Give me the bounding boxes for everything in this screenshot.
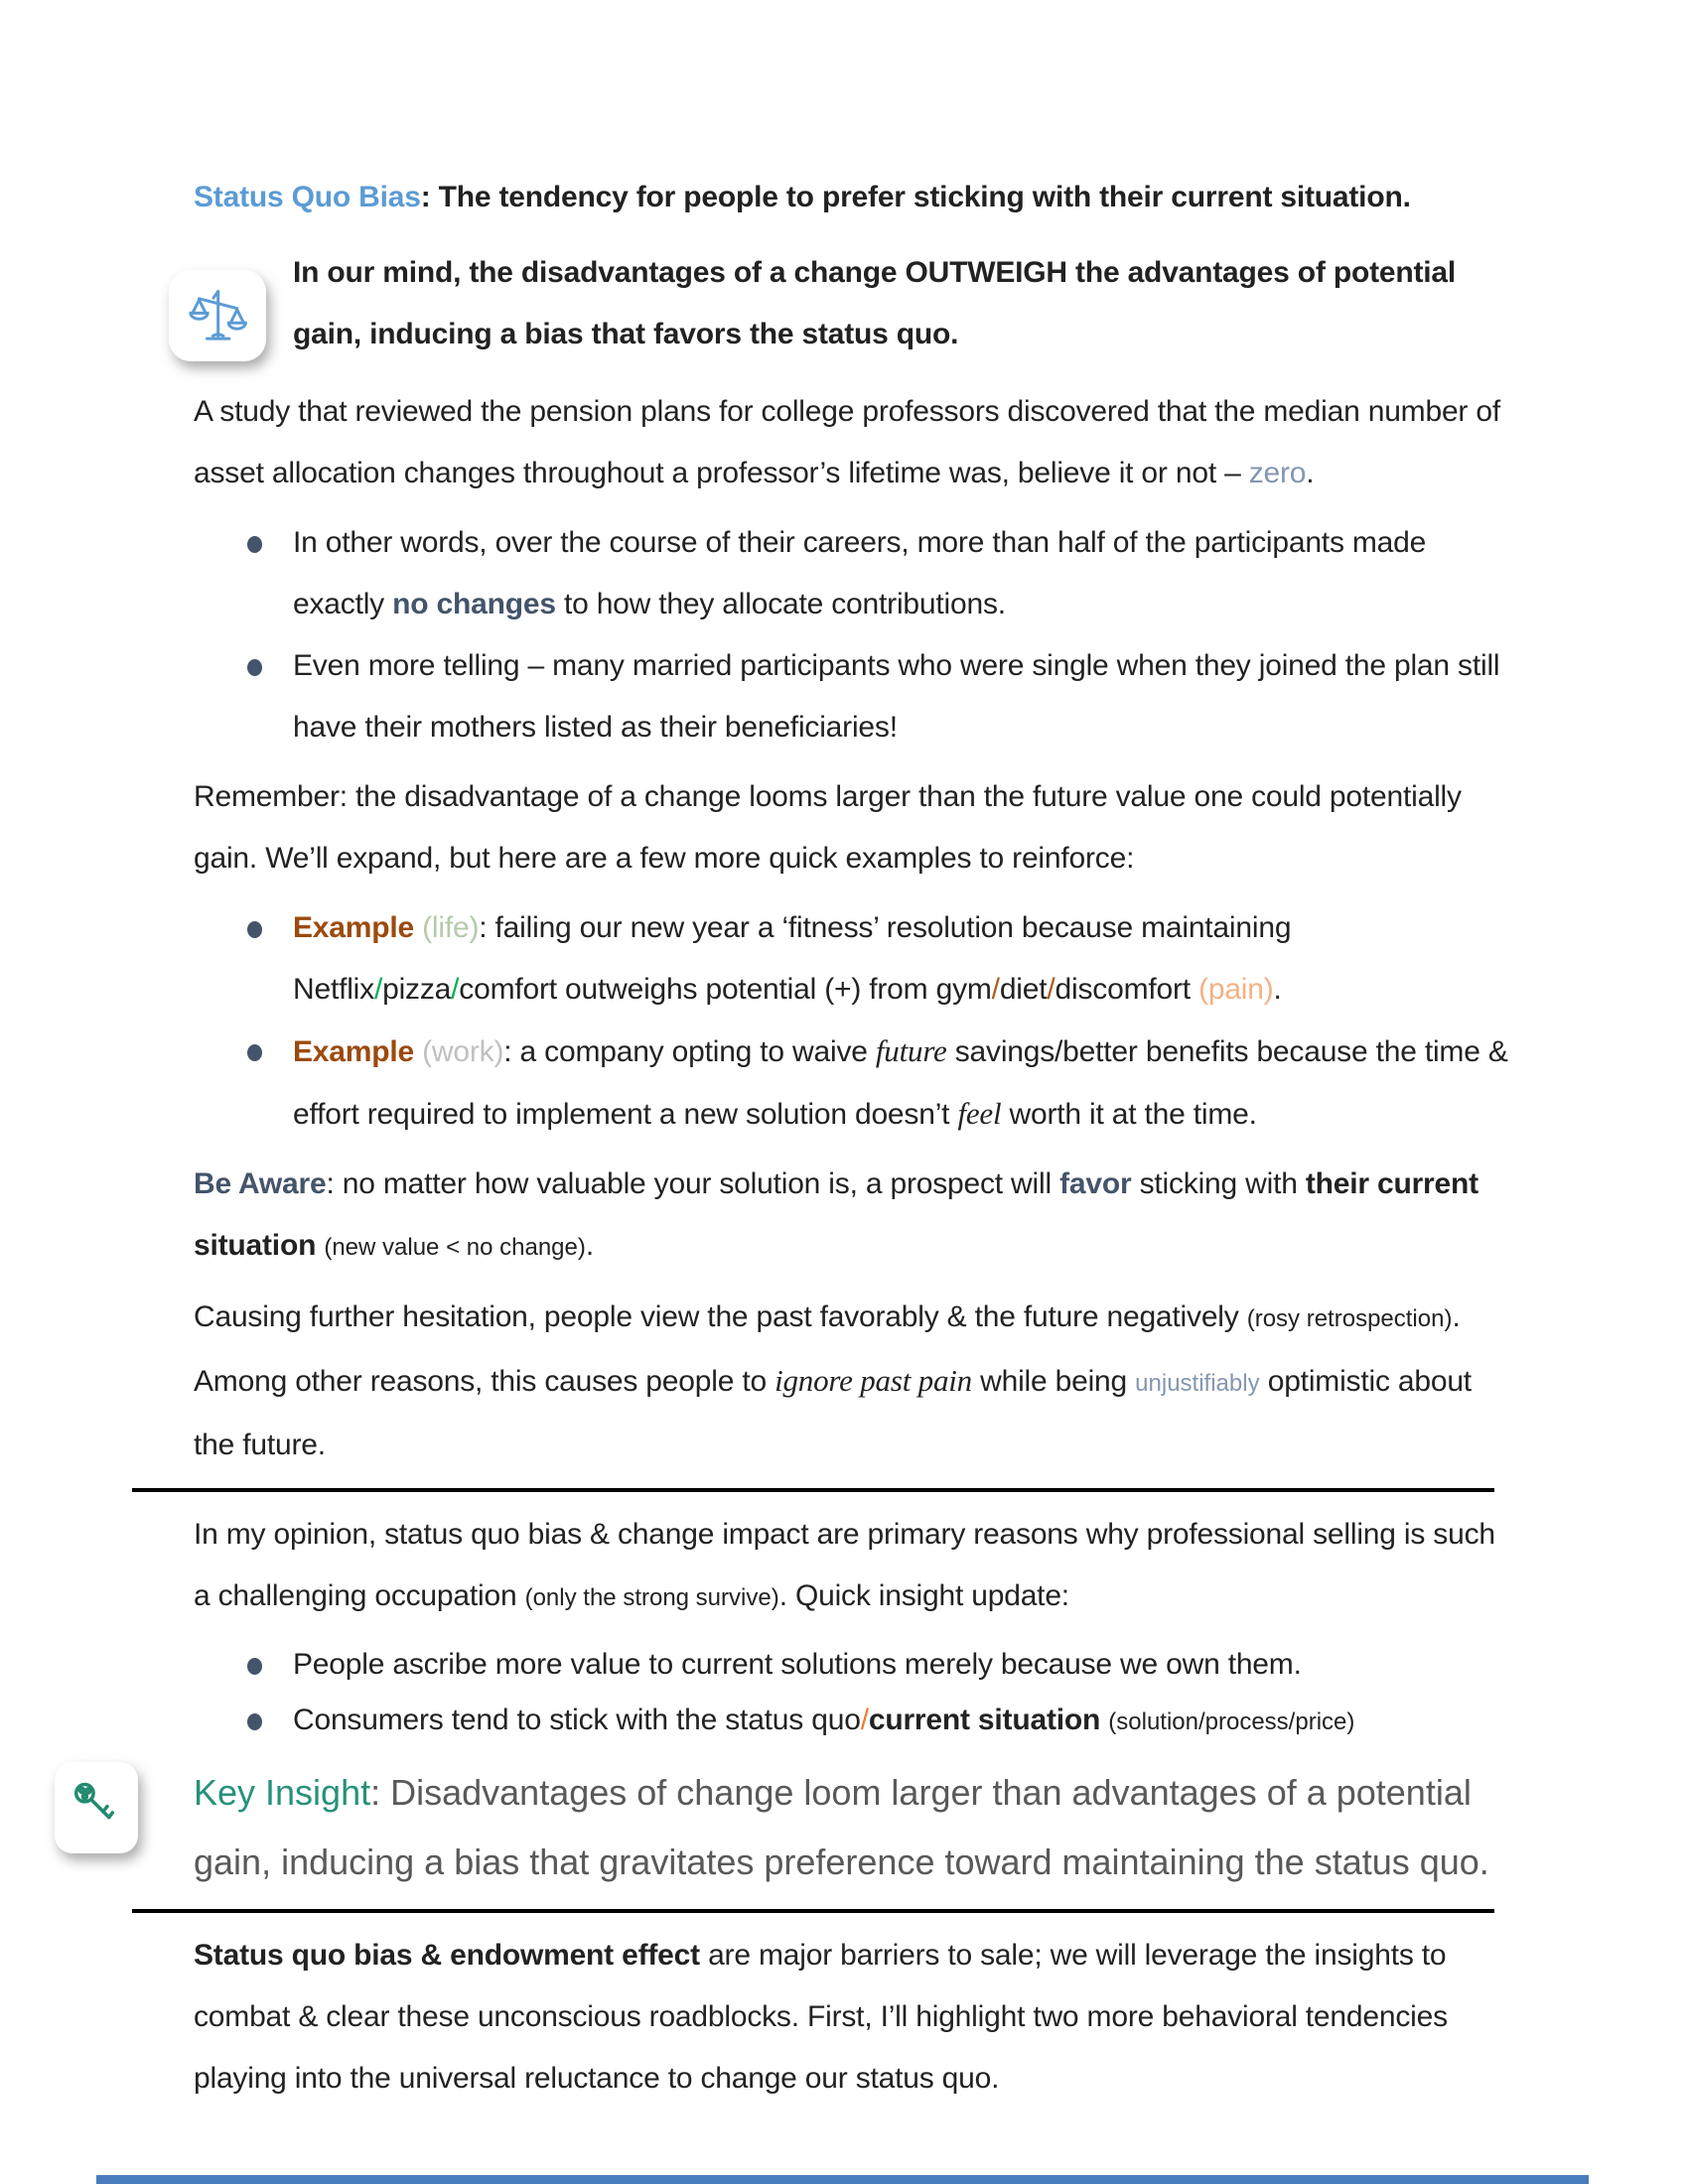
paragraph-text: . Quick insight update: — [778, 1579, 1069, 1612]
parenthetical-note: (only the strong survive) — [524, 1584, 779, 1611]
mind-note-row — [194, 242, 1514, 365]
list-item — [293, 1693, 1514, 1750]
spacer — [414, 1035, 422, 1068]
opinion-paragraph — [194, 1504, 1514, 1629]
zero-highlight: zero — [1248, 457, 1307, 489]
bullet-text: People ascribe more value to current solutions merely because we own them. — [293, 1648, 1302, 1681]
list-item — [293, 1021, 1514, 1146]
bullet-text: In other words, over the course of their careers, more than half of the participants made exactly — [293, 526, 1427, 620]
balance-scale-icon — [185, 281, 250, 351]
mind-note-text: In our mind, the disadvantages of a change OUTWEIGH the advantages of potential gain, inducing a bias that favors the status quo. — [293, 256, 1457, 350]
paragraph-text: : no matter how valuable your solution is, a prospect will — [326, 1167, 1060, 1200]
bullet-text: . — [1273, 973, 1282, 1006]
section-divider — [132, 1909, 1494, 1913]
paragraph-text: are major barriers to sale; we will leverage the insights to combat & clear these unconscious roadblocks. First, I’ll highlight two more behavioral tendencies playing into the universal reluctance to change our status quo. — [194, 1939, 1448, 2095]
pain-tag: (pain) — [1198, 973, 1274, 1006]
causing-paragraph — [194, 1287, 1514, 1476]
list-item — [293, 897, 1514, 1021]
bullet-text: discomfort — [1055, 973, 1199, 1006]
slash-accent: / — [1047, 973, 1055, 1006]
paragraph-text: Causing further hesitation, people view the past favorably & the future negatively — [194, 1300, 1247, 1333]
remember-paragraph: Remember: the disadvantage of a change looms larger than the future value one could potentially gain. We’ll expand, but here are a few more quick examples to reinforce: — [194, 780, 1462, 875]
parenthetical-note: (solution/process/price) — [1108, 1708, 1355, 1735]
bullet-text: Consumers tend to stick with the status quo — [293, 1704, 861, 1736]
scales-icon-card — [169, 270, 266, 361]
bullet-text: : failing our new year a ‘fitness’ resolution because maintaining Netflix — [293, 911, 1292, 1006]
no-changes-highlight: no changes — [392, 588, 556, 620]
key-icon-card — [55, 1762, 138, 1853]
list-item — [293, 512, 1514, 635]
slash-accent: / — [991, 973, 1000, 1006]
closing-bold-lead: Status quo bias & endowment effect — [194, 1939, 700, 1972]
study-period: . — [1306, 457, 1315, 489]
closing-paragraph — [194, 1925, 1514, 2110]
paragraph-text: . Among other reasons, this causes people to — [194, 1300, 1461, 1398]
favor-highlight: favor — [1059, 1167, 1132, 1200]
paragraph-text: optimistic about the future. — [194, 1365, 1472, 1461]
bullet-text: current situation — [868, 1704, 1109, 1736]
life-tag: (life) — [422, 911, 480, 944]
paragraph-text: while being — [971, 1365, 1136, 1398]
ignore-past-pain-italic: ignore past pain — [774, 1363, 972, 1398]
paragraph-text: sticking with — [1131, 1167, 1306, 1200]
list-item — [293, 635, 1514, 758]
current-situation-bold: their current situation — [194, 1167, 1478, 1262]
parenthetical-note: (new value < no change) — [324, 1234, 586, 1261]
key-insight-row — [194, 1758, 1514, 1897]
be-aware-paragraph — [194, 1154, 1514, 1279]
bullet-text: worth it at the time. — [1001, 1098, 1257, 1131]
bullet-text: comfort outweighs potential (+) from gym — [459, 973, 992, 1006]
feel-italic: feel — [957, 1096, 1002, 1131]
future-italic: future — [875, 1033, 947, 1068]
parenthetical-note: (rosy retrospection) — [1246, 1305, 1453, 1332]
section-divider — [132, 1488, 1494, 1492]
bullet-text: pizza — [382, 973, 452, 1006]
study-paragraph — [194, 381, 1514, 504]
bullet-text: : a company opting to waive — [503, 1035, 876, 1068]
example-bullet-list — [194, 897, 1514, 1146]
key-insight-text: : Disadvantages of change loom larger than advantages of a potential gain, inducing a bias that gravitates preference toward maintaining the status quo. — [194, 1772, 1489, 1882]
list-item — [293, 1637, 1514, 1693]
title-definition: : The tendency for people to prefer sticking with their current situation. — [420, 181, 1411, 213]
page-title — [194, 167, 1514, 228]
bullet-text: savings/better benefits because the time & effort required to implement a new solution doesn’t — [293, 1035, 1508, 1131]
slash-accent: / — [373, 973, 383, 1006]
example-label: Example — [293, 1035, 414, 1068]
unjustifiably-highlight: unjustifiably — [1135, 1370, 1260, 1397]
work-tag: (work) — [422, 1035, 504, 1068]
bullet-text: Even more telling – many married participants who were single when they joined the plan still have their mothers listed as their beneficiaries! — [293, 649, 1500, 744]
opinion-bullet-list — [194, 1637, 1514, 1750]
key-icon — [68, 1777, 125, 1840]
paragraph-text: . — [585, 1229, 594, 1262]
be-aware-label: Be Aware — [194, 1167, 327, 1200]
example-label: Example — [293, 911, 414, 944]
study-text: A study that reviewed the pension plans for college professors discovered that the median number of asset allocation changes throughout a professor’s lifetime was, believe it or not – — [194, 395, 1500, 489]
page-bottom-divider — [96, 2175, 1589, 2184]
paragraph-text: In my opinion, status quo bias & change impact are primary reasons why professional selling is such a challenging occupation — [194, 1518, 1495, 1612]
key-insight-label: Key Insight — [194, 1772, 371, 1813]
slash-accent: / — [860, 1704, 869, 1736]
spacer — [414, 911, 422, 944]
slash-accent: / — [451, 973, 460, 1006]
bullet-text: diet — [999, 973, 1048, 1006]
key-insight-paragraph — [194, 1758, 1514, 1897]
bullet-text: to how they allocate contributions. — [555, 588, 1006, 620]
study-bullet-list — [194, 512, 1514, 758]
title-term: Status Quo Bias — [194, 181, 421, 213]
